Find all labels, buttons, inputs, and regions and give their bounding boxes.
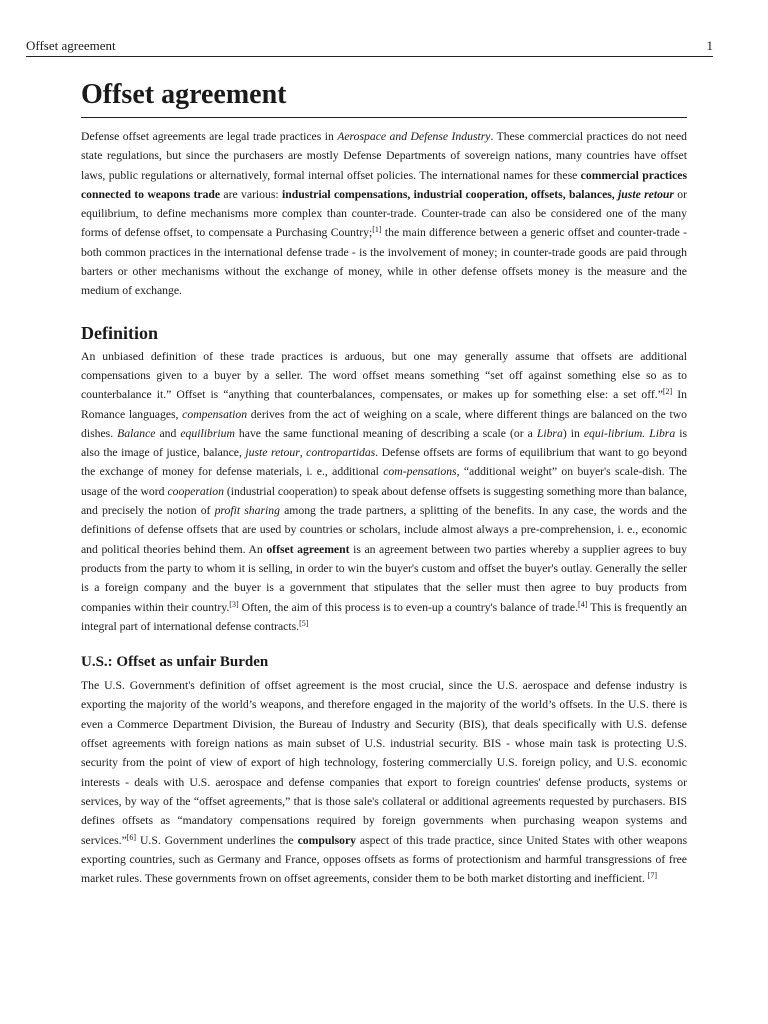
text-run: In Romance languages, xyxy=(81,388,687,421)
text-run: aspect of this trade practice, since United States with other weapons exporting countries, such as Germany and France, opposes offsets as forms of protectionism and harmful transgressions of free market rules. These governments frown on offset agreements, consider them to be both market distorting and inefficient. xyxy=(81,833,688,886)
intro-paragraph xyxy=(81,127,687,301)
italic-term: contropartidas xyxy=(306,446,376,460)
citation-ref-5[interactable]: [5] xyxy=(299,618,309,628)
text-run: have the same functional meaning of describing a scale (or a xyxy=(234,426,537,440)
text-run: among the trade partners, a splitting of the benefits. In any case, the words and the definitions of defense offsets that are used by countries or scholars, include almost always a pre-comprehension, i. e., economic and political theories behind them. An xyxy=(81,504,687,556)
text-run: ) in xyxy=(562,426,584,440)
text-run: The U.S. Government's definition of offset agreement is the most crucial, since the U.S. aerospace and defense industry is exporting the majority of the world’s weapons, and therefore engaged in the majority of the world’s offsets. In the U.S. there is even a Commerce Department Division, the Bureau of Industry and Security (BIS), that deals specifically with U.S. defense offset agreements with foreign nations as main subset of U.S. industrial security. BIS - whose main task is protecting U.S. security from the point of view of export of high technology, fostering commercially U.S. foreign policy, and U.S. economic interests - deals with U.S. aerospace and defense companies that export to foreign countries' defense products, systems or services, by way of the “offset agreements,” that is those sale's collateral or additional agreements requested by purchasers. BIS defines offsets as “mandatory compensations required by foreign governments when purchasing weapon systems and services.” xyxy=(81,679,687,847)
text-run: . These commercial practices do not need state regulations, but since the purchasers are mostly Defense Departments of sovereign nations, many countries have offset laws, public regulations or alternatively, formal internal offset policies. The international names for these xyxy=(81,130,688,182)
text-run: , “additional weight” on buyer's scale-dish. The usage of the word xyxy=(81,465,687,498)
us-paragraph xyxy=(81,676,687,888)
italic-term: Libra xyxy=(536,426,563,440)
italic-term: cooperation xyxy=(167,484,224,498)
text-run: are various: xyxy=(220,187,282,201)
text-run: derives from the act of weighing on a scale, where different things are balanced on the two dishes. xyxy=(81,407,687,440)
citation-ref-6[interactable]: [6] xyxy=(126,832,137,842)
citation-ref-4[interactable]: [4] xyxy=(578,599,588,609)
text-run: is an agreement between two parties whereby a supplier agrees to buy products from the party to whom it is selling, in order to win the buyer's custom and offset the buyer's outlay. Generally the seller is a foreign company and the buyer is a government that stipulates that the seller must then agree to buy products from companies within their country. xyxy=(81,542,687,614)
page-number: 1 xyxy=(706,38,713,53)
page-title: Offset agreement xyxy=(81,77,687,118)
text-run: is also the image of justice, balance, xyxy=(81,426,688,460)
text-run: and xyxy=(155,426,181,440)
italic-term: com-pensations xyxy=(383,465,457,479)
citation-ref-1[interactable]: [1] xyxy=(372,225,382,235)
italic-term: equilibrium xyxy=(180,426,235,440)
text-run: . Defense offsets are forms of equilibrium that want to go beyond the exchange of money for defense materials, i. e., additional xyxy=(81,446,688,479)
section-heading-us: U.S.: Offset as unfair Burden xyxy=(81,654,269,671)
text-run: , xyxy=(299,446,307,460)
bold-term: industrial compensations, industrial cooperation, offsets, balances, xyxy=(281,187,619,201)
italic-term: Aerospace and Defense Industry xyxy=(337,130,491,143)
text-run: (industrial cooperation) to speak about defense offsets is suggesting something more than balance, and precisely the notion of xyxy=(81,484,687,518)
running-title: Offset agreement xyxy=(26,38,116,53)
text-run: the main difference between a generic offset and counter-trade - both common practices in the international defense trade - is the involvement of money; in counter-trade goods are paid through barters or other mechanisms without the exchange of money, while in other defense offsets money is the measure and the medium of exchange. xyxy=(81,226,687,298)
italic-term: compensation xyxy=(182,407,248,421)
citation-ref-7[interactable]: [7] xyxy=(647,871,658,881)
italic-term: profit sharing xyxy=(214,504,280,518)
section-heading-definition: Definition xyxy=(81,322,159,343)
text-run: U.S. Government underlines the xyxy=(136,833,298,847)
text-run: Often, the aim of this process is to even-up a country's balance of trade. xyxy=(238,600,579,614)
text-run: or equilibrium, to define mechanisms more complex than counter-trade. Counter-trade can also be considered one of the many forms of defense offset, to compensate a Purchasing Country; xyxy=(81,187,688,240)
text-run: Defense offset agreements are legal trade practices in xyxy=(81,130,338,143)
bold-term: compulsory xyxy=(297,833,357,847)
text-run: This is frequently an integral part of international defense contracts. xyxy=(81,600,687,633)
running-header xyxy=(26,38,713,57)
article-body xyxy=(81,77,687,888)
citation-ref-2[interactable]: [2] xyxy=(662,387,673,397)
bold-term: offset agreement xyxy=(266,542,350,556)
bold-term: commercial practices connected to weapons trade xyxy=(81,168,687,201)
text-run: An unbiased definition of these trade practices is arduous, but one may generally assume that offsets are additional compensations given to a buyer by a seller. The word offset means something “set off against something else so as to counterbalance it.” Offset is “anything that counterbalances, compensates, or makes up for something else: a set off.” xyxy=(81,349,687,402)
italic-term: equi-librium. Libra xyxy=(583,426,676,440)
italic-term: Balance xyxy=(117,426,156,440)
definition-paragraph xyxy=(81,347,687,636)
citation-ref-3[interactable]: [3] xyxy=(229,599,239,609)
bold-italic-term: juste retour xyxy=(618,187,674,201)
italic-term: juste retour xyxy=(245,446,300,460)
